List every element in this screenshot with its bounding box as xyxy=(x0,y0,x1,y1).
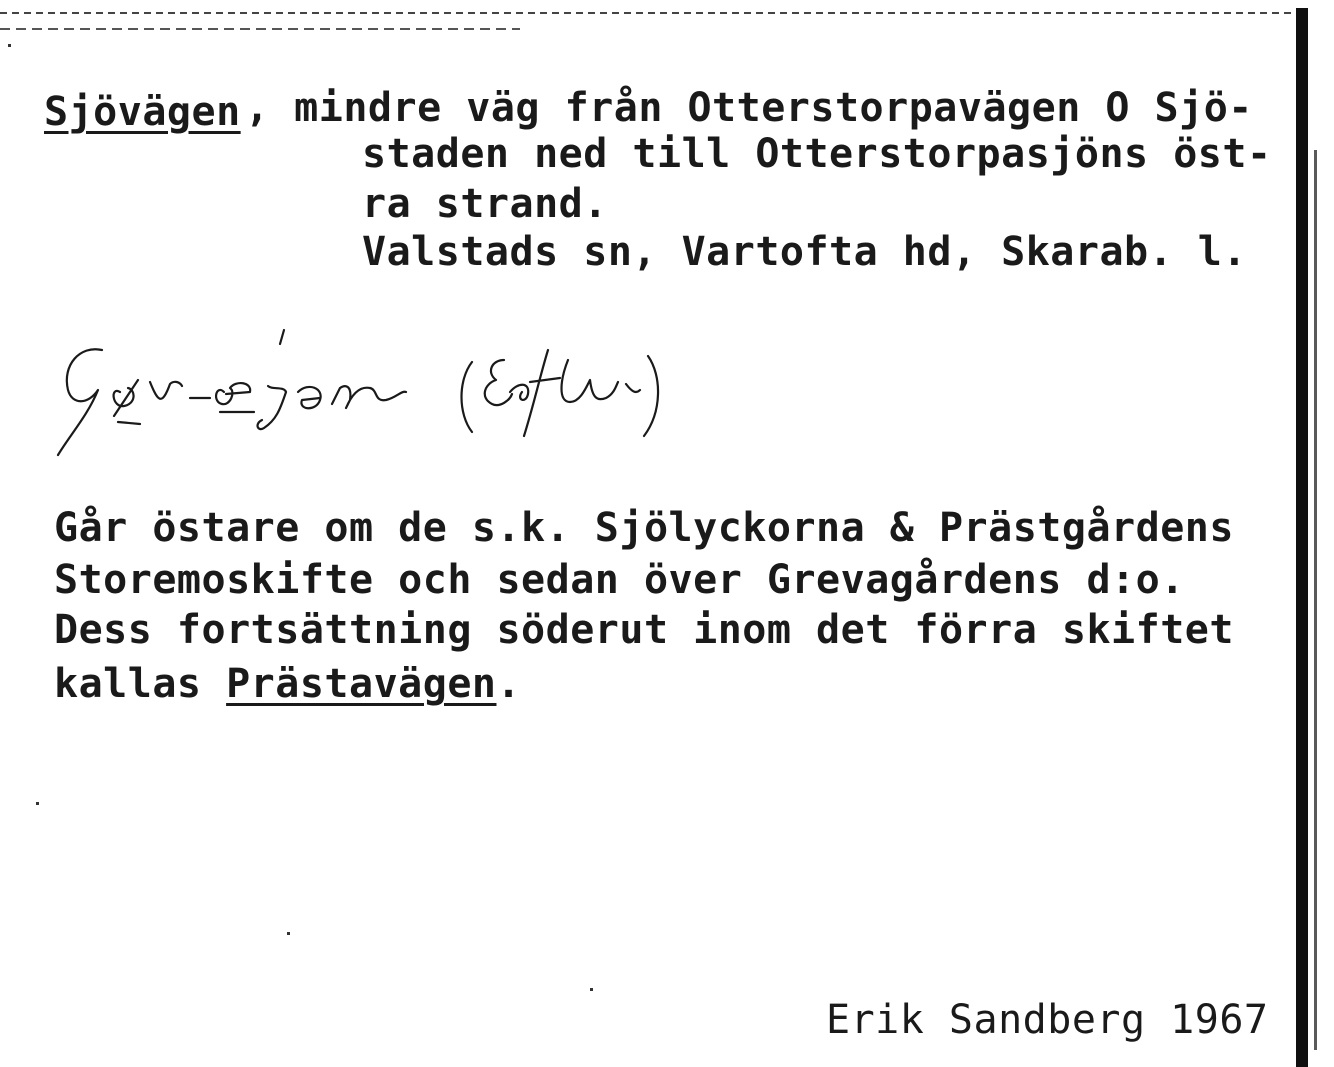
scan-edge-top-secondary xyxy=(0,28,520,30)
body-line-4 xyxy=(54,661,522,707)
definition-line-1: staden ned till Otterstorpasjöns öst- xyxy=(362,131,1272,177)
scan-speck xyxy=(590,988,593,991)
signature: Erik Sandberg 1967 xyxy=(826,997,1269,1043)
scan-speck xyxy=(36,802,39,805)
headword: Sjövägen xyxy=(44,89,241,135)
scan-speck xyxy=(287,932,290,935)
body-line-4-prefix: kallas xyxy=(54,661,227,707)
scan-edge-top xyxy=(0,12,1300,14)
body-line-4-suffix: . xyxy=(496,661,522,707)
scan-speck xyxy=(8,44,11,47)
body-line-2: Storemoskifte och sedan över Grevagårdens d:o. xyxy=(54,557,1185,603)
header-definition: , mindre väg från Otterstorpavägen O Sjö- xyxy=(245,85,1253,131)
scan-edge-right xyxy=(1296,8,1308,1067)
cross-reference-prastavagen: Prästavägen xyxy=(226,661,497,707)
handwritten-pronunciation xyxy=(40,320,680,470)
definition-line-2: ra strand. xyxy=(362,181,608,227)
scan-edge-right-shadow xyxy=(1314,150,1317,1050)
location-line: Valstads sn, Vartofta hd, Skarab. l. xyxy=(362,229,1247,275)
body-line-3: Dess fortsättning söderut inom det förra skiftet xyxy=(54,607,1234,653)
body-line-1: Går östare om de s.k. Sjölyckorna & Prästgårdens xyxy=(54,505,1234,551)
